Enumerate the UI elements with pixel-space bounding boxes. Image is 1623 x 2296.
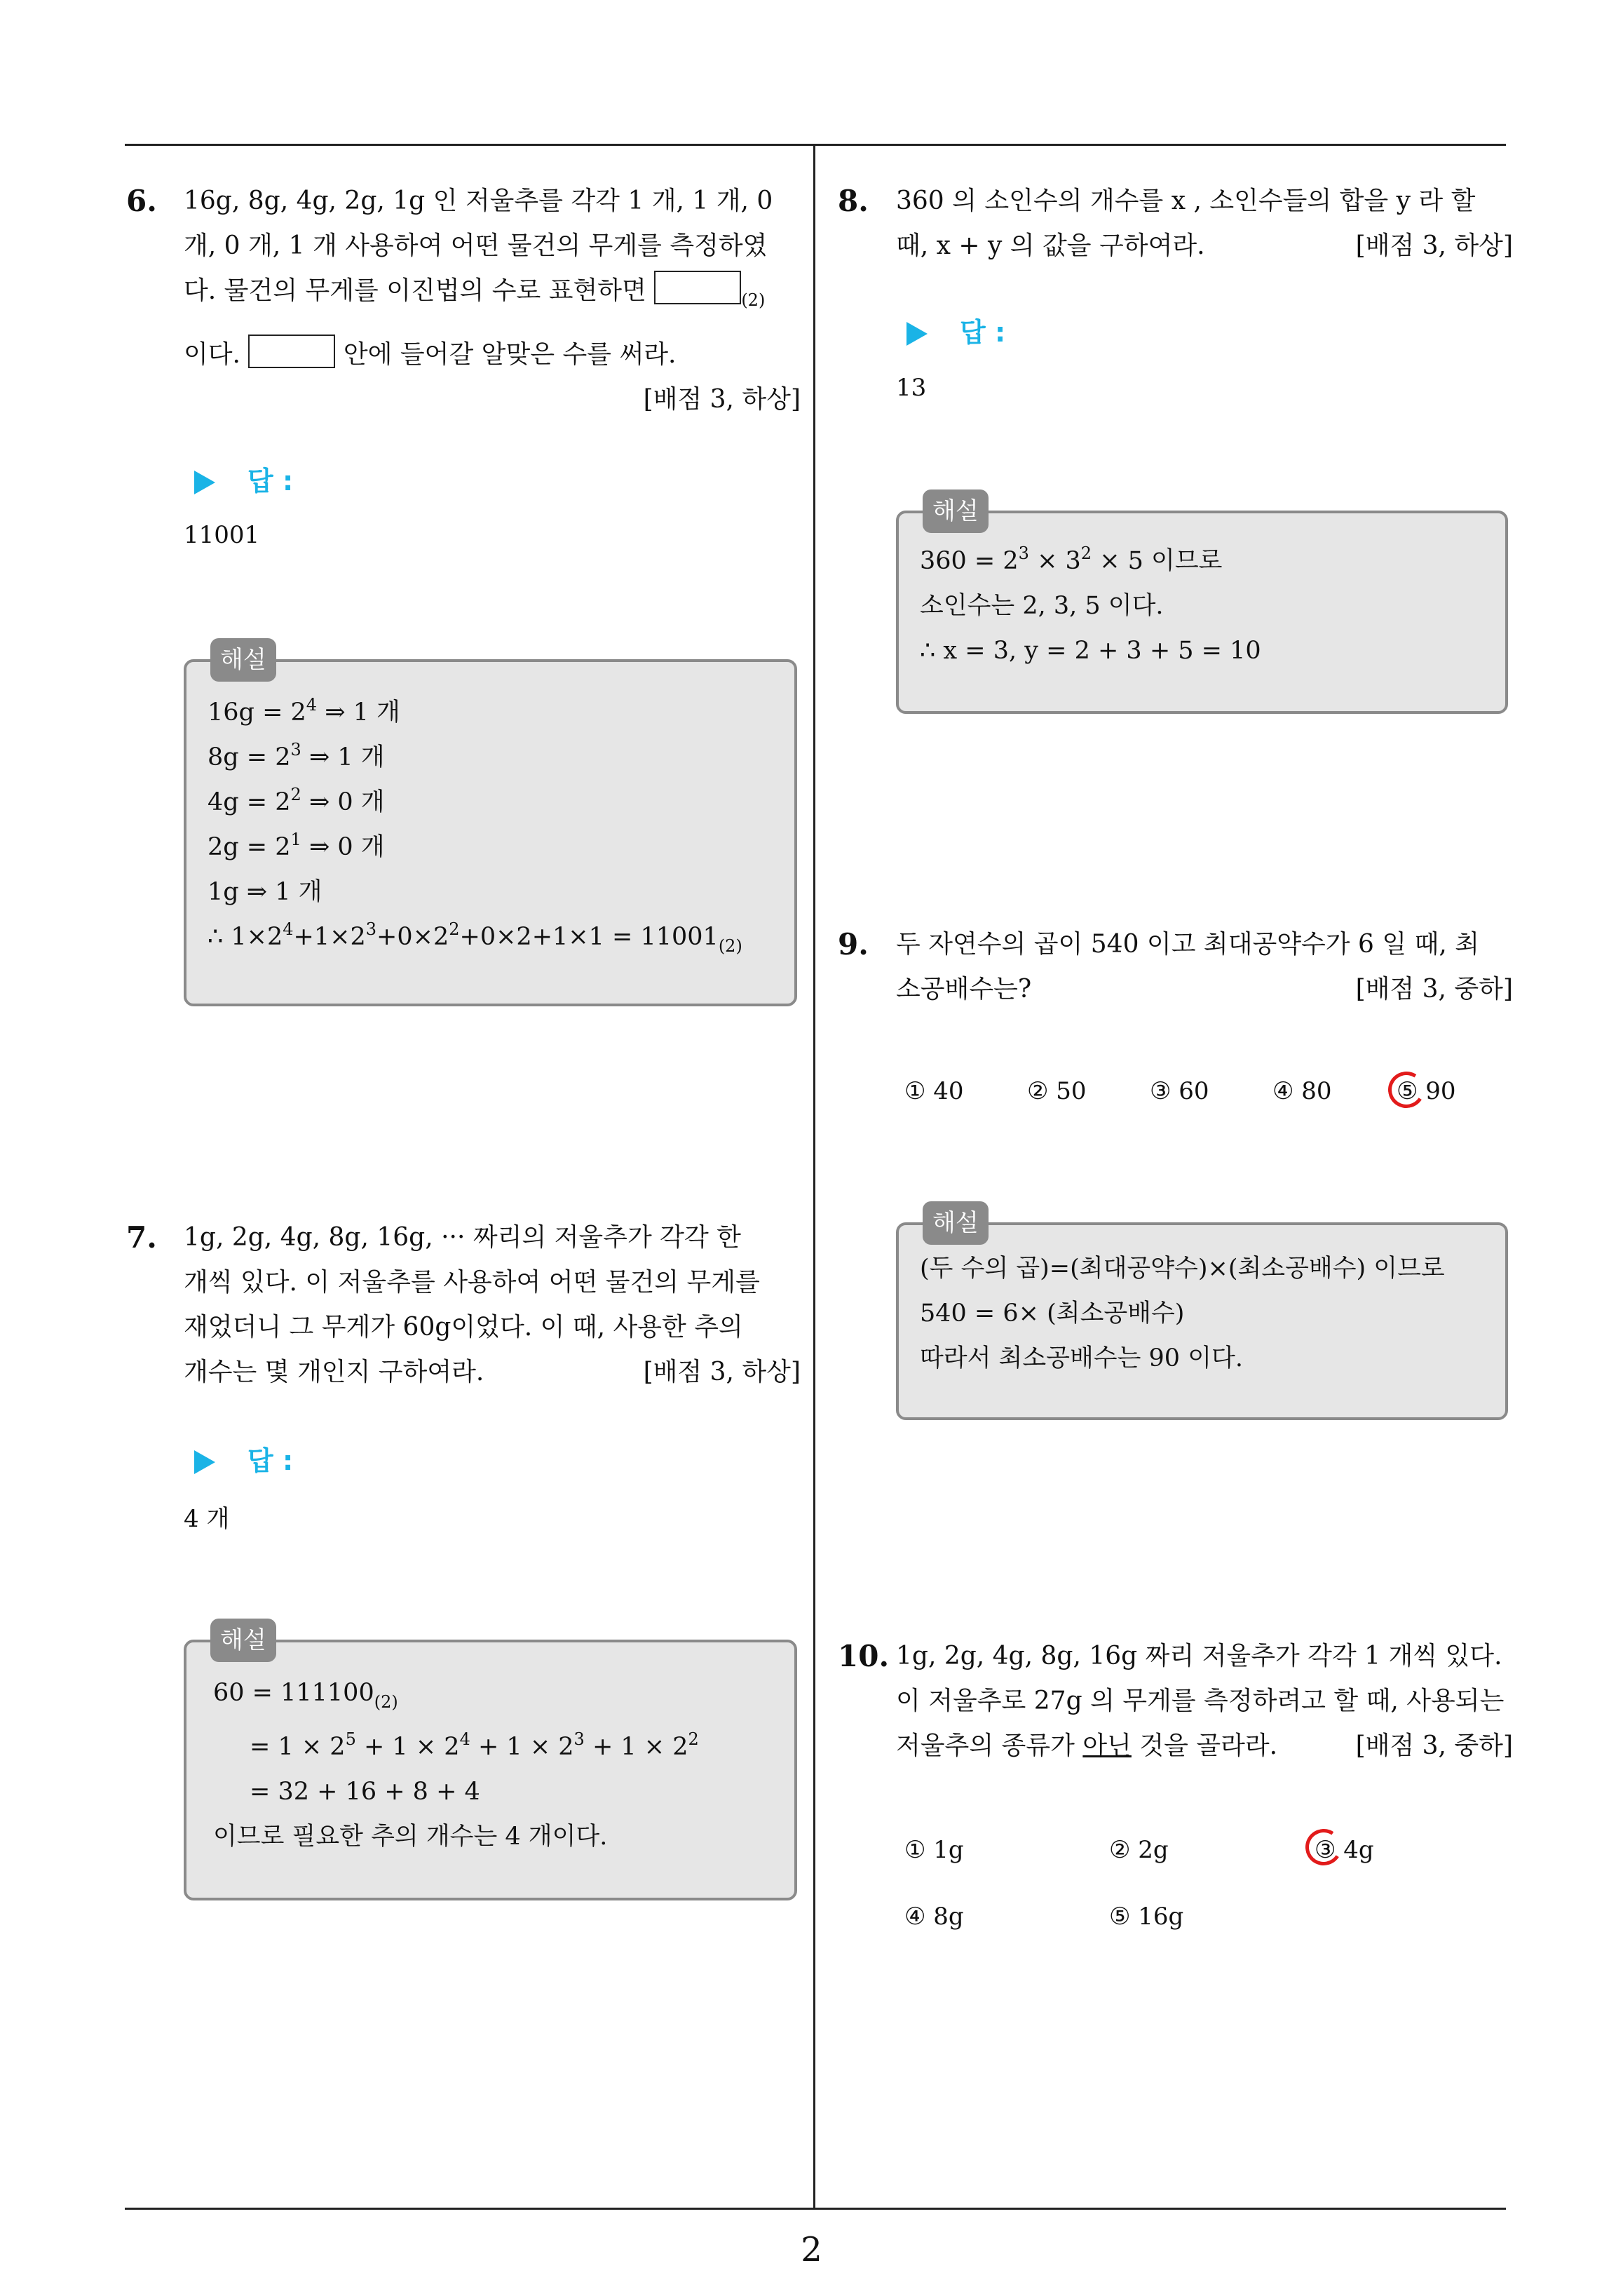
- q7-score: [배점 3, 하상]: [643, 1358, 801, 1386]
- q6-solution-box: [184, 646, 797, 1006]
- question-8-text: [896, 179, 1513, 269]
- q7-solution-box: [184, 1626, 797, 1900]
- q7-sol-line: $60 = 111100_{(2)}$: [213, 1679, 398, 1712]
- q10-line1: 1g, 2g, 4g, 8g, 16g 짜리 저울추가 각각 1 개씩 있다.: [896, 1642, 1502, 1670]
- q6-line1: 16g, 8g, 4g, 2g, 1g 인 저울추를 각각 1 개, 1 개, 0: [184, 187, 773, 215]
- bottom-rule: [125, 2208, 1506, 2210]
- q9-choice-1[interactable]: ① 40: [904, 1077, 964, 1105]
- q6-sol-line: 1g ⇒ 1 개: [208, 878, 322, 906]
- q6-answer-label: 답 :: [247, 466, 294, 497]
- q9-sol-line: 따라서 최소공배수는 90 이다.: [920, 1344, 1243, 1372]
- play-triangle-icon: [194, 471, 215, 494]
- q10-line3-text: [896, 1724, 1277, 1769]
- question-7-number: 7.: [126, 1220, 157, 1255]
- q6-answer: 11001: [184, 521, 260, 549]
- base-subscript: (2): [741, 290, 766, 310]
- q9-sol-line: (두 수의 곱)=(최대공약수)×(최소공배수) 이므로: [920, 1255, 1445, 1283]
- q6-solution-body: [208, 690, 742, 968]
- question-6-number: 6.: [126, 184, 157, 218]
- q6-line3-text: 다. 물건의 무게를 이진법의 수로 표현하면: [184, 276, 646, 305]
- q8-line1: 360 의 소인수의 개수를 x , 소인수들의 합을 y 라 할: [896, 187, 1476, 215]
- q9-score: [배점 3, 중하]: [1355, 975, 1513, 1004]
- q6-answer-heading: [194, 459, 293, 498]
- q6-sol-line: $2g = 2^1$ ⇒ 0 개: [208, 830, 385, 861]
- q10-underlined-word: 아닌: [1082, 1731, 1132, 1760]
- q10-choice-4[interactable]: ④ 8g: [904, 1903, 964, 1931]
- q9-line1: 두 자연수의 곱이 540 이고 최대공약수가 6 일 때, 최: [896, 930, 1480, 959]
- q6-sol-line: $16g = 2^4$ ⇒ 1 개: [208, 695, 400, 727]
- q7-sol-line: = $1 \times 2^5 + 1 \times 2^4 + 1 \times 2^3 + 1 \times 2^2$: [250, 1729, 699, 1761]
- question-6-text: [184, 179, 801, 422]
- q9-solution-body: [920, 1246, 1445, 1381]
- q6-line2: 개, 0 개, 1 개 사용하여 어떤 물건의 무게를 측정하였: [184, 231, 768, 260]
- q7-line4: [184, 1350, 801, 1395]
- q6-line4: [184, 332, 801, 377]
- q8-solution-body: [920, 539, 1261, 673]
- q10-choice-5[interactable]: ⑤ 16g: [1109, 1903, 1184, 1931]
- q8-line2-text: 때, x + y 의 값을 구하여라.: [896, 231, 1205, 260]
- q8-score: [배점 3, 하상]: [1355, 231, 1513, 260]
- q10-line3-a: 저울추의 종류가: [896, 1731, 1075, 1760]
- q6-line3: [184, 269, 801, 323]
- q10-score: [배점 3, 중하]: [1355, 1731, 1513, 1760]
- q7-answer-heading: [194, 1439, 293, 1478]
- q9-solution-box: [896, 1209, 1508, 1420]
- q7-answer: 4 개: [184, 1505, 230, 1533]
- solution-tag: 해설: [210, 638, 276, 682]
- q7-line2: 개씩 있다. 이 저울추를 사용하여 어떤 물건의 무게를: [184, 1268, 760, 1297]
- q6-score: [배점 3, 하상]: [643, 385, 801, 414]
- q7-sol-line: 이므로 필요한 추의 개수는 4 개이다.: [213, 1823, 608, 1851]
- q10-line3-b: 것을 골라라.: [1139, 1731, 1278, 1760]
- q8-answer-heading: [906, 311, 1005, 349]
- q9-sol-line: 540 = 6× (최소공배수): [920, 1299, 1185, 1328]
- q7-line1: 1g, 2g, 4g, 8g, 16g, ··· 짜리의 저울추가 각각 한: [184, 1223, 741, 1252]
- q10-choice-3[interactable]: ③ 4g: [1315, 1836, 1374, 1864]
- column-divider: [813, 146, 815, 2208]
- q8-sol-line: ∴ x = 3, y = 2 + 3 + 5 = 10: [920, 637, 1261, 665]
- q7-sol-line: = 32 + 16 + 8 + 4: [250, 1778, 480, 1806]
- q8-sol-line: 소인수는 2, 3, 5 이다.: [920, 592, 1164, 620]
- q8-line2: [896, 224, 1513, 269]
- q10-choice-1[interactable]: ① 1g: [904, 1836, 964, 1864]
- question-9-text: [896, 922, 1513, 1012]
- q7-line3: 재었더니 그 무게가 60g이었다. 이 때, 사용한 추의: [184, 1313, 743, 1342]
- play-triangle-icon: [906, 322, 928, 346]
- answer-blank-box-2: [248, 335, 335, 368]
- page-number: 2: [801, 2230, 822, 2269]
- q10-line3: [896, 1724, 1513, 1769]
- q7-answer-label: 답 :: [247, 1445, 294, 1476]
- q9-choice-5[interactable]: ⑤ 90: [1397, 1077, 1456, 1105]
- q6-sol-line: ∴ $1\times 2^4+1\times 2^3+0\times 2^2+0\times 2+1\times 1 = 11001_{(2)}$: [208, 919, 742, 956]
- q8-answer-label: 답 :: [960, 317, 1006, 348]
- q10-choice-2[interactable]: ② 2g: [1109, 1836, 1169, 1864]
- q6-line4-a: 이다.: [184, 340, 240, 369]
- top-rule: [125, 144, 1506, 146]
- q9-choice-4[interactable]: ④ 80: [1272, 1077, 1332, 1105]
- q6-sol-line: $8g = 2^3$ ⇒ 1 개: [208, 740, 385, 771]
- play-triangle-icon: [194, 1450, 215, 1474]
- solution-tag: 해설: [210, 1619, 276, 1662]
- solution-tag: 해설: [923, 489, 989, 533]
- q9-choice-3[interactable]: ③ 60: [1150, 1077, 1209, 1105]
- q7-line4-text: 개수는 몇 개인지 구하여라.: [184, 1358, 484, 1386]
- q6-sol-line: $4g = 2^2$ ⇒ 0 개: [208, 785, 385, 816]
- solution-tag: 해설: [923, 1201, 989, 1245]
- q9-choice-2[interactable]: ② 50: [1027, 1077, 1087, 1105]
- q8-solution-box: [896, 497, 1508, 714]
- question-10-number: 10.: [838, 1639, 890, 1673]
- q6-line4-b: 안에 들어갈 알맞은 수를 써라.: [343, 340, 677, 369]
- q9-line2: [896, 967, 1513, 1012]
- question-8-number: 8.: [838, 184, 869, 218]
- q7-solution-body: [213, 1670, 699, 1859]
- q10-line2: 이 저울추로 27g 의 무게를 측정하려고 할 때, 사용되는: [896, 1687, 1505, 1715]
- question-10-text: [896, 1634, 1513, 1769]
- q9-line2-text: 소공배수는?: [896, 975, 1032, 1004]
- q8-sol-line: $360 = 2^3 \times 3^2 \times 5$ 이므로: [920, 543, 1223, 575]
- q8-answer: 13: [896, 374, 927, 402]
- answer-blank-box: [654, 271, 741, 304]
- question-9-number: 9.: [838, 927, 869, 961]
- question-7-text: [184, 1215, 801, 1395]
